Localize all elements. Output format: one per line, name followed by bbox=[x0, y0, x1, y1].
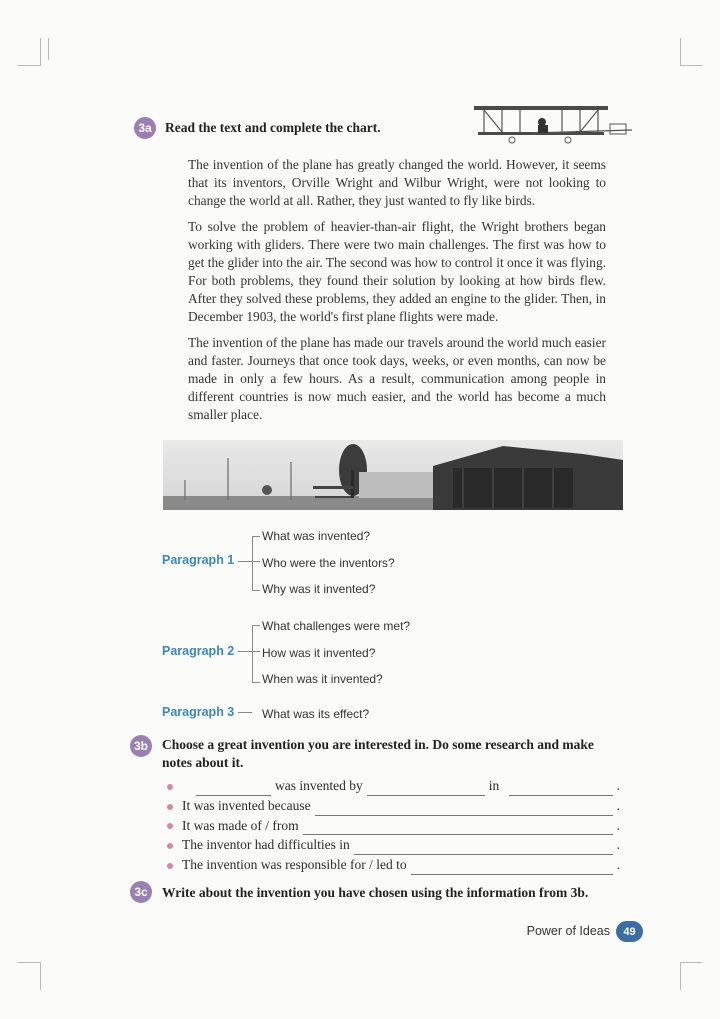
effect-blank[interactable] bbox=[411, 861, 613, 875]
notes-text: was invented by bbox=[275, 778, 363, 793]
chart-question: Why was it invented? bbox=[262, 582, 376, 596]
chart-question: What was its effect? bbox=[262, 707, 370, 721]
crop-mark bbox=[18, 65, 40, 66]
material-blank[interactable] bbox=[303, 821, 613, 835]
line-end: . bbox=[616, 837, 620, 853]
notes-text: It was made of / from bbox=[182, 817, 299, 833]
reading-text bbox=[188, 156, 606, 432]
chart-bracket bbox=[252, 536, 253, 591]
chart-question: When was it invented? bbox=[262, 672, 383, 686]
bullet-icon bbox=[167, 823, 173, 829]
task-3b-badge: 3b bbox=[130, 735, 152, 757]
chart-bracket bbox=[252, 590, 260, 591]
bullet-icon bbox=[167, 843, 173, 849]
bullet-icon bbox=[167, 863, 173, 869]
task-3c-instruction: Write about the invention you have chosen using the information from 3b. bbox=[162, 885, 589, 900]
notes-list bbox=[165, 776, 620, 875]
crop-mark bbox=[48, 38, 49, 60]
line-end: . bbox=[616, 778, 620, 793]
notes-text: The invention was responsible for / led to bbox=[182, 857, 407, 873]
line-end: . bbox=[616, 817, 620, 833]
chart-bracket bbox=[252, 536, 260, 537]
task-3c-badge: 3c bbox=[130, 881, 152, 903]
chart-bracket bbox=[252, 682, 260, 683]
notes-line bbox=[165, 835, 620, 855]
unit-title: Power of Ideas bbox=[526, 924, 610, 938]
task-3a-instruction: Read the text and complete the chart. bbox=[165, 120, 381, 135]
year-blank[interactable] bbox=[509, 782, 612, 796]
chart-question: What challenges were met? bbox=[262, 619, 411, 633]
inventor-blank[interactable] bbox=[367, 782, 485, 796]
crop-mark bbox=[680, 962, 681, 990]
task-3b-instruction-line: Choose a great invention you are interested in. Do some research and make bbox=[162, 737, 594, 752]
biplane-illustration bbox=[472, 100, 634, 148]
reading-paragraph-2: To solve the problem of heavier-than-air flight, the Wright brothers began working with gliders. There were two main challenges. The first was how to get the glider into the air. The second was how to control it once it was flying. For both problems, they found their solution by looking at how birds flew. After they solved these problems, they added an engine to the glider. Then, in December 1903, the world's first plane flights were made. bbox=[188, 219, 606, 324]
hangar-photo bbox=[163, 440, 623, 510]
notes-text: in bbox=[488, 778, 500, 793]
chart-bracket bbox=[252, 625, 253, 683]
notes-line bbox=[165, 855, 620, 875]
invention-blank[interactable] bbox=[196, 782, 271, 796]
notes-text: The inventor had difficulties in bbox=[182, 837, 350, 853]
notes-line bbox=[165, 776, 620, 796]
page-number: 49 bbox=[616, 921, 643, 942]
chart-bracket bbox=[252, 625, 260, 626]
line-end: . bbox=[616, 857, 620, 873]
task-3a-badge: 3a bbox=[134, 117, 156, 139]
task-3b-instruction bbox=[162, 736, 622, 772]
task-3b-instruction-line: notes about it. bbox=[162, 755, 244, 770]
line-end: . bbox=[616, 797, 620, 813]
difficulties-blank[interactable] bbox=[354, 841, 613, 855]
chart-paragraph-1-label: Paragraph 1 bbox=[162, 553, 235, 567]
crop-mark bbox=[18, 962, 40, 963]
crop-mark bbox=[680, 38, 681, 66]
chart-bracket bbox=[238, 712, 252, 713]
notes-line bbox=[165, 796, 620, 816]
crop-mark bbox=[680, 65, 702, 66]
reading-paragraph-1: The invention of the plane has greatly changed the world. However, it seems that its inventors, Orville Wright and Wilbur Wright, were not looking to change the world at all. Rather, they just wanted to fly like birds. bbox=[188, 157, 606, 208]
crop-mark bbox=[680, 962, 702, 963]
reading-paragraph-3: The invention of the plane has made our travels around the world much easier and faster. Journeys that once took days, weeks, or even months, can now be made in only a few hours. As a result, communication among people in different countries is now much easier, and the world has become a much smaller place. bbox=[188, 335, 606, 422]
crop-mark bbox=[40, 38, 41, 66]
chart-question: How was it invented? bbox=[262, 646, 376, 660]
bullet-icon bbox=[167, 784, 173, 790]
chart-bracket bbox=[238, 651, 260, 652]
notes-line bbox=[165, 816, 620, 836]
crop-mark bbox=[40, 962, 41, 990]
chart-paragraph-2-label: Paragraph 2 bbox=[162, 644, 235, 658]
chart-bracket bbox=[238, 561, 260, 562]
chart-paragraph-3-label: Paragraph 3 bbox=[162, 705, 235, 719]
notes-text: It was invented because bbox=[182, 797, 311, 813]
reason-blank[interactable] bbox=[315, 802, 613, 816]
bullet-icon bbox=[167, 804, 173, 810]
chart-question: What was invented? bbox=[262, 529, 371, 543]
chart-question: Who were the inventors? bbox=[262, 556, 395, 570]
